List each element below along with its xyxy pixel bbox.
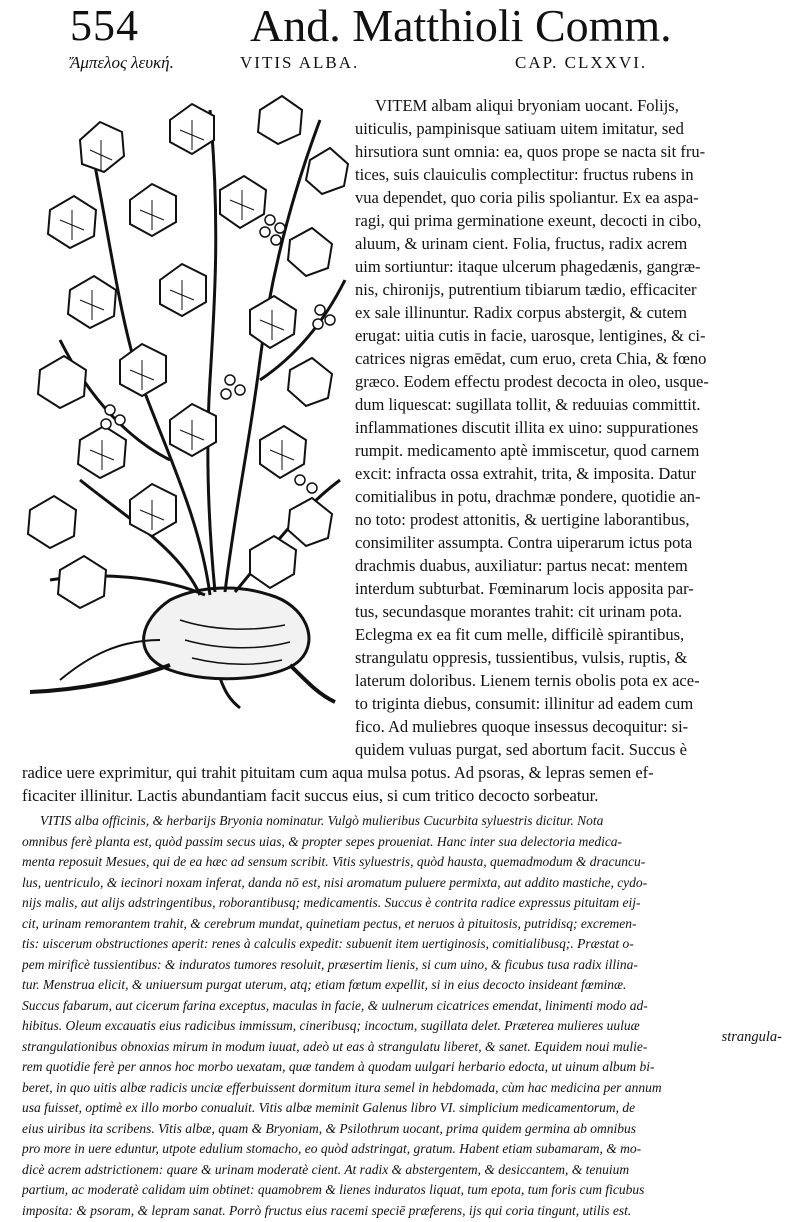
text-line: catrices nigras emēdat, cum eruo, creta Chia, & fœno (355, 349, 707, 368)
catchword: strangula- (721, 1028, 782, 1045)
commentary-line: partium, ac moderatè calidam uim obtinet: quamobrem & lienes induratos liquat, tum epota, tum foris cum ficubus (22, 1182, 645, 1198)
text-line: uiticulis, pampinisque satiuam uitem imitatur, sed (355, 119, 684, 138)
text-line: excit: infracta ossa extrahit, trita, & imposita. Datur (355, 464, 696, 483)
text-line: to triginta diebus, consumit: illinitur ad eadem cum (355, 694, 694, 713)
commentary-line: nijs malis, aut alijs adstringentibus, roborantibusq; medicamentis. Succus è contrita radice expressus pituitam eij- (22, 895, 641, 911)
commentary-line: tis: uiscerum obstructiones aperit: renes à calculis expedit: subuenit item uertiginosis, comitialibusq;. Præstat o- (22, 936, 634, 952)
text-line: no toto: prodest attonitis, & uertigine laborantibus, (355, 510, 690, 529)
commentary-line: hibitus. Oleum excauatis eius radicibus immissum, cineribusq; incoctum, sugillata delet. Præterea mulieres uuluæ (22, 1018, 640, 1034)
text-line: consimiliter assumpta. Contra uiperarum ictus pota (355, 533, 693, 552)
text-line: fico. Ad muliebres quoque insessus decoquitur: si- (355, 717, 689, 736)
commentary-line: omnibus ferè planta est, quòd passim secus uias, & propter sepes proueniat. Hanc inter sua delectoria medica- (22, 833, 623, 849)
latin-title: VITIS ALBA. (240, 53, 360, 72)
vitis-alba-woodcut-illustration (20, 80, 360, 710)
commentary-line: strangulationibus obnoxias mirum in modum iuuat, adeò ut eas à strangulatu liberet, & sanet. Equidem noui mulie- (22, 1038, 648, 1054)
commentary-line: usa fuisset, optimè ex illo morbo conualuit. Vitis albæ meminit Galenus libro VI. simplicium medicamentorum, de (22, 1100, 636, 1116)
commentary-line: beret, in quo uitis albæ radicis unciæ efferbuissent dormitum itura semel in hebdomada, cùm hac medicina per annum (22, 1079, 662, 1095)
commentary-line: imposita: & psoram, & lepram sanat. Porrò fructus eius racemi speciē præferens, ijs qui coria tingunt, utilis est. (22, 1203, 632, 1218)
commentary-line: pem mirificè tussientibus: & induratos tumores resoluit, præsertim lienis, si cum uino, & ficubus tusa radix illina- (22, 956, 638, 972)
text-line: Eclegma ex ea fit cum melle, difficilè spirantibus, (355, 625, 685, 644)
commentary-line: Succus fabarum, aut cicerum farina exceptus, maculas in facie, & uulnerum cicatrices emendat, linimenti modo ad- (22, 997, 648, 1013)
commentary-line: eius uiribus ita scribens. Vitis albæ, quam & Bryoniam, & Psilothrum uocant, prima quidem germina ab omnibus (22, 1120, 636, 1136)
commentary-line: rem quotidie ferè per annos hoc morbo uexatam, quæ tandem à quodam uulgari herbario edocta, ut uinum album bi- (22, 1059, 655, 1075)
text-line: hirsutiora sunt omnia: ea, quos prope se nacta sit fru- (355, 142, 706, 161)
page-header (70, 2, 770, 50)
commentary-line: tur. Menstrua elicit, & uniuersum purgat uterum, atq; etiam fœtum expellit, si in eius decocto insideant fœminæ. (22, 977, 627, 993)
commentary-line: lus, uentriculo, & iecinori noxam inferat, danda nō est, nisi aromatum puluere permixta, aut addito mastiche, cydo- (22, 874, 648, 890)
text-line: ficaciter illinitur. Lactis abundantiam facit succus eius, si cum tritico decocto sorbeatur. (22, 786, 599, 805)
text-line: vua dependet, quo coria pilis spoliantur. Ex ea aspa- (355, 188, 699, 207)
text-line: rumpit. medicamento aptè immiscetur, quod carnem (355, 441, 700, 460)
text-line: laterum doloribus. Lienem ternis obolis pota ex ace- (355, 671, 700, 690)
chapter-heading (70, 52, 770, 74)
running-head: And. Matthioli Comm. (250, 0, 672, 51)
text-line: dum liquescat: sugillata tollit, & reduuias committit. (355, 395, 701, 414)
text-line: strangulatu oppresis, tussientibus, vulsis, ruptis, & (355, 648, 688, 667)
text-line: erugat: uitia cutis in facie, uarosque, lentigines, & ci- (355, 326, 706, 345)
page-number: 554 (70, 1, 139, 50)
text-line: tus, secundasque morantes trahit: cit urinam pota. (355, 602, 683, 621)
commentary-line: menta reposuit Mesues, qui de ea hæc ad sensum scribit. Vitis syluestris, quòd hausta, quemadmodum & dracuncu- (22, 854, 646, 870)
chapter-number: CAP. CLXXVI. (515, 53, 648, 72)
text-line: VITEM albam aliqui bryoniam uocant. Folijs, (375, 96, 679, 115)
text-line: drachmis duabus, auxiliatur: partus necat: mentem (355, 556, 688, 575)
text-line: inflammationes discutit illita ex uino: suppurationes (355, 418, 699, 437)
text-line: uim sortiuntur: itaque ulcerum phagedænis, gangræ- (355, 257, 701, 276)
commentary-line: cit, urinam remorantem trahit, & cerebrum mundat, quinetiam pectus, et neruos à pituitosis, putridisq; excremen- (22, 915, 637, 931)
text-line: nis, chironijs, putrentium tibiarum tædio, efficaciter (355, 280, 697, 299)
text-line: aluum, & urinam cient. Folia, fructus, radix acrem (355, 234, 688, 253)
greek-title: Ἄμπελος λευκή. (70, 53, 174, 72)
text-line: tices, suis clauiculis complectitur: fructus rubens in (355, 165, 694, 184)
text-line: quidem vuluas purgat, sed abortum facit. Succus è (355, 740, 687, 759)
text-line: ex sale illinuntur. Radix corpus abstergit, & cutem (355, 303, 687, 322)
text-line: radice uere exprimitur, qui trahit pituitam cum aqua mulsa potus. Ad psoras, & lepras semen ef- (22, 763, 654, 782)
commentary-line: dicè acrem adstrictionem: quare & urinam moderatè cient. At radix & abstergentem, & desiccantem, & tenuium (22, 1161, 630, 1177)
text-line: interdum subturbat. Fœminarum locis apposita par- (355, 579, 694, 598)
leaves (28, 96, 348, 608)
text-line: comitialibus in potu, drachmæ pondere, quotidie an- (355, 487, 701, 506)
commentary-line: pro more in uere eduntur, utpote edulium stomacho, eo quòd adstringat, gratum. Habent etiam subamaram, & mo- (22, 1141, 642, 1157)
commentary-line: VITIS alba officinis, & herbarijs Bryonia nominatur. Vulgò mulieribus Cucurbita syluestris dicitur. Nota (40, 813, 604, 828)
text-line: græco. Eodem effectu prodest decocta in oleo, usque- (355, 372, 709, 391)
text-line: ragi, qui prima germinatione exeunt, decocti in cibo, (355, 211, 702, 230)
